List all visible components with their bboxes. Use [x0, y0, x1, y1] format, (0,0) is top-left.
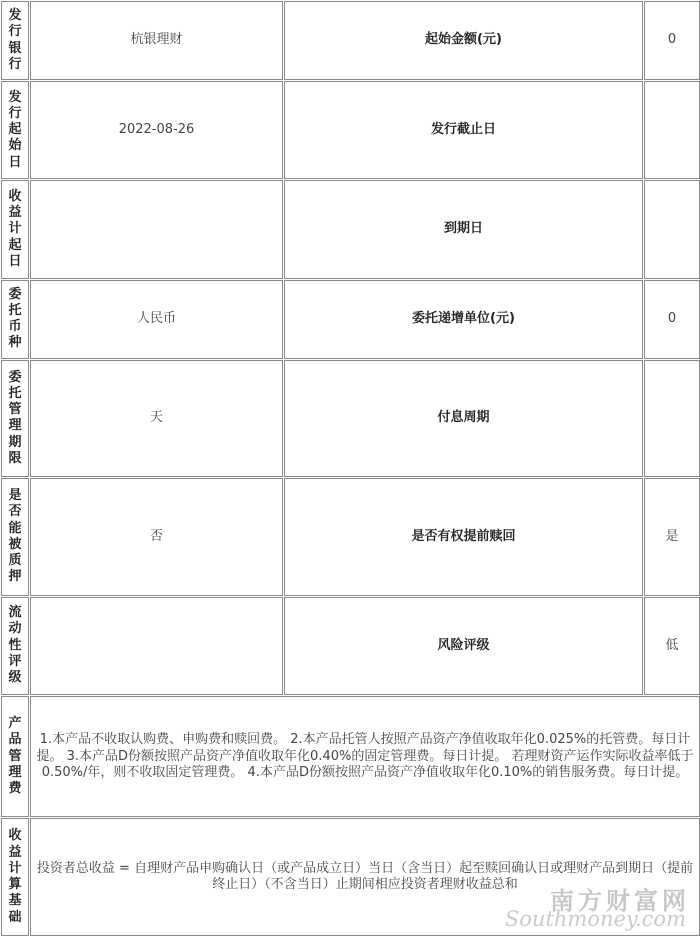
row-value: 否 — [30, 478, 283, 596]
row-right-value: 是 — [644, 478, 700, 596]
row-label: 发行起始日 — [1, 81, 29, 179]
row-mid-label: 委托递增单位(元) — [284, 280, 643, 359]
row-label: 流动性评级 — [1, 597, 29, 695]
table-row — [1, 360, 700, 478]
row-label: 收益计起日 — [1, 180, 29, 278]
row-value: 2022-08-26 — [30, 81, 283, 179]
row-mid-label: 到期日 — [284, 180, 643, 278]
row-right-value: 低 — [644, 597, 700, 695]
row-right-value — [644, 81, 700, 179]
watermark-en: Southmoney.com — [504, 907, 686, 931]
row-right-value: 0 — [644, 1, 700, 80]
watermark-cn: 南方财富网 — [550, 886, 690, 915]
row-label: 委托币种 — [1, 280, 29, 359]
row-mid-label: 发行截止日 — [284, 81, 643, 179]
fee-description: 1.本产品不收取认购费、申购费和赎回费。 2.本产品托管人按照产品资产净值收取年化0.025%的托管费。每日计提。 3.本产品D份额按照产品资产净值收取年化0.40%的固定管理费。每日计提。 若理财资产运作实际收益率低于0.50%/年，则不收取固定管理费。 4.本产品D份额按照产品资产净值收取年化0.10%的销售服务费。每日计提。 — [30, 696, 700, 818]
basis-description: 投资者总收益 = 自理财产品申购确认日（或产品成立日）当日（含当日）起至赎回确认日或理财产品到期日（提前终止日）（不含当日）止期间相应投资者理财收益总和 — [30, 818, 700, 936]
row-right-value — [644, 180, 700, 278]
row-mid-label: 风险评级 — [284, 597, 643, 695]
row-label: 委托管理期限 — [1, 360, 29, 478]
row-right-value: 0 — [644, 280, 700, 359]
row-mid-label: 付息周期 — [284, 360, 643, 478]
row-value: 杭银理财 — [30, 1, 283, 80]
basis-row — [1, 818, 700, 936]
table-row — [1, 1, 700, 80]
table-row — [1, 280, 700, 359]
fee-row — [1, 696, 700, 818]
table-row — [1, 180, 700, 278]
basis-row-label: 收益计算基础 — [1, 818, 29, 936]
row-value: 天 — [30, 360, 283, 478]
row-value: 人民币 — [30, 280, 283, 359]
table-row — [1, 478, 700, 596]
row-value — [30, 180, 283, 278]
row-right-value — [644, 360, 700, 478]
table-row — [1, 81, 700, 179]
row-label: 是否能被质押 — [1, 478, 29, 596]
fee-row-label: 产品管理费 — [1, 696, 29, 818]
row-mid-label: 起始金额(元) — [284, 1, 643, 80]
row-value — [30, 597, 283, 695]
row-label: 发行银行 — [1, 1, 29, 80]
table-row — [1, 597, 700, 695]
row-mid-label: 是否有权提前赎回 — [284, 478, 643, 596]
